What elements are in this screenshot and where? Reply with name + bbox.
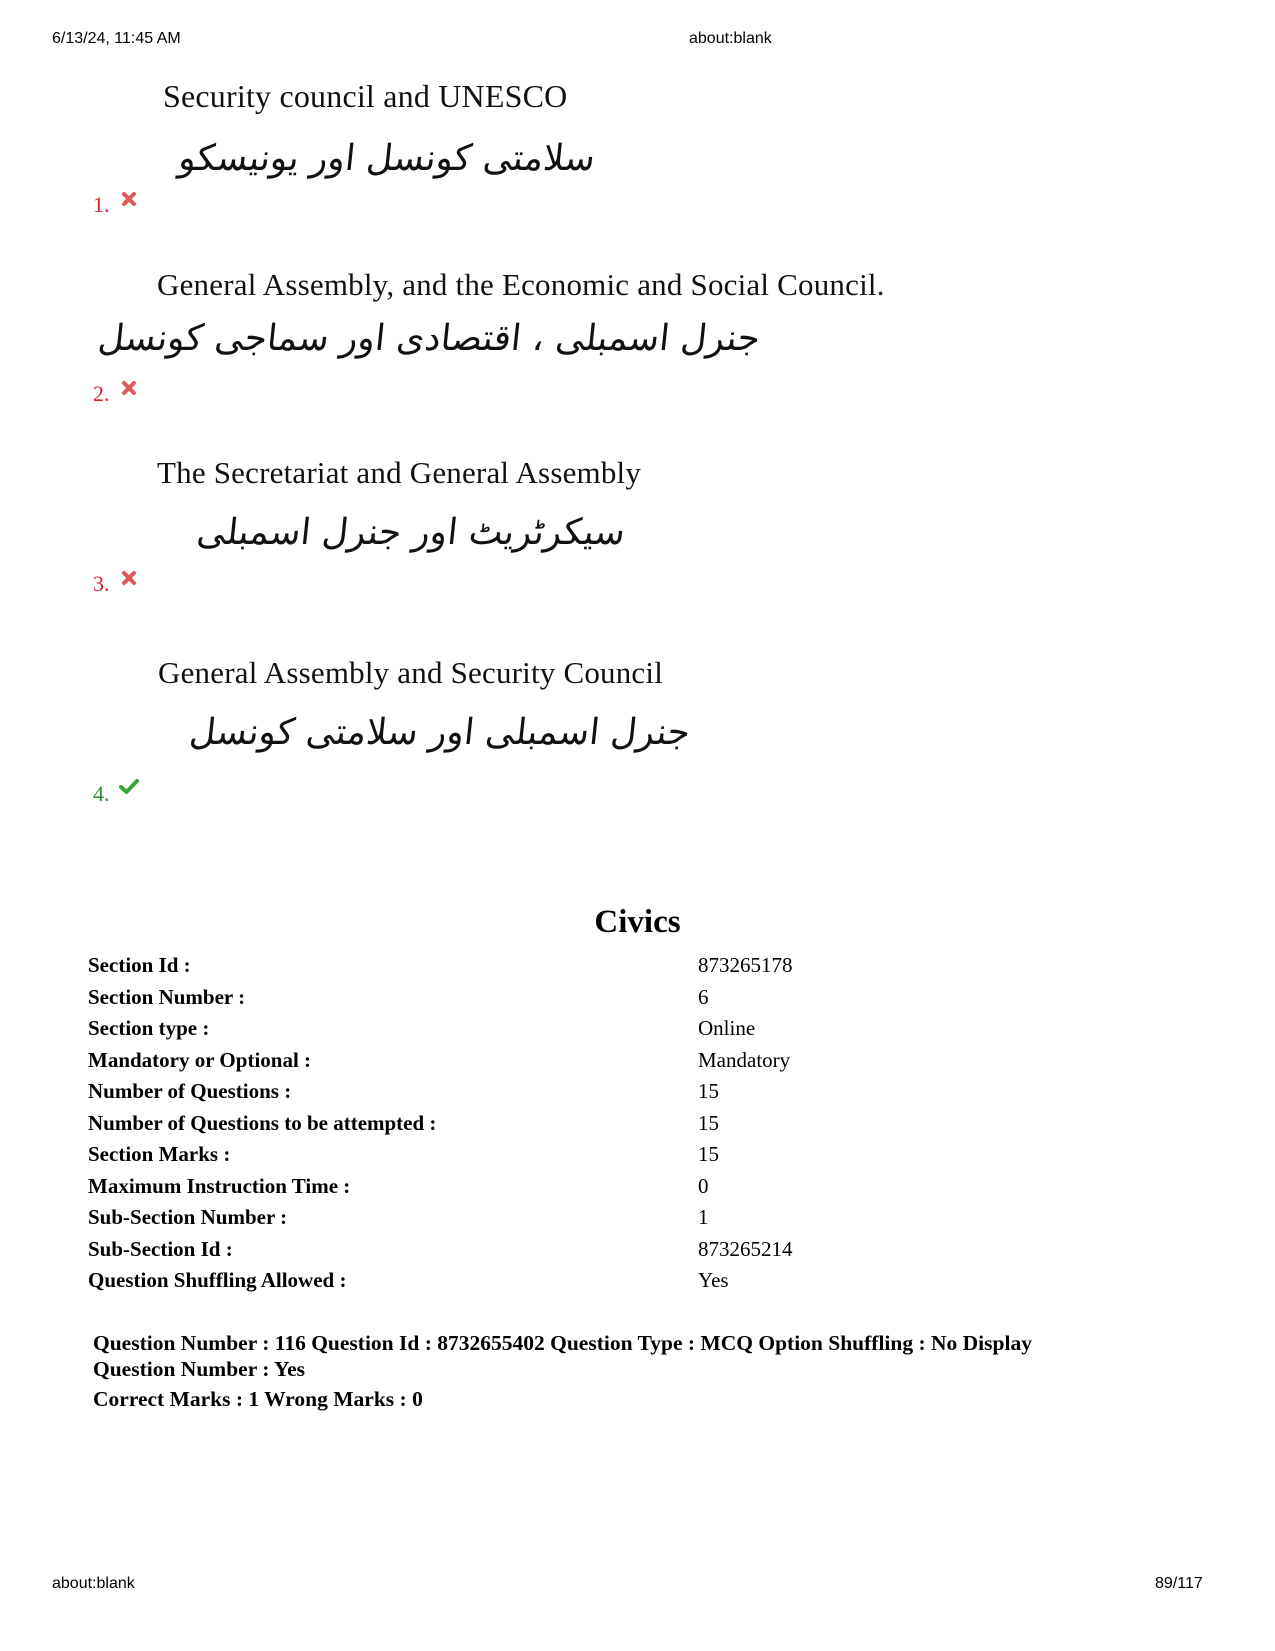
row-value: 15 [698,1110,719,1135]
row-label: Section type : [88,1016,210,1041]
option-urdu-text: سلامتی کونسل اور یونیسکو [176,138,598,179]
question-marks-line: Correct Marks : 1 Wrong Marks : 0 [93,1387,423,1411]
row-label: Sub-Section Id : [88,1236,233,1261]
option-number: 2. [93,381,110,406]
option-number: 4. [93,781,110,806]
row-value: 873265214 [698,1236,793,1261]
table-row [88,1139,1188,1171]
option-urdu-text: جنرل اسمبلی اور سلامتی کونسل [187,712,693,753]
row-label: Number of Questions to be attempted : [88,1110,437,1135]
question-meta-line-1: Question Number : 116 Question Id : 8732655402 Question Type : MCQ Option Shuffling : No Display [93,1331,1032,1355]
question-metadata [93,1330,1193,1412]
table-row [88,1171,1188,1203]
cross-icon [120,379,138,397]
table-row [88,950,1188,982]
row-label: Sub-Section Number : [88,1205,288,1230]
row-label: Section Marks : [88,1142,231,1167]
row-label: Mandatory or Optional : [88,1047,312,1072]
option-urdu-text: جنرل اسمبلی ، اقتصادی اور سماجی کونسل [96,318,763,359]
check-icon [118,778,140,796]
option-urdu-text: سیکرٹریٹ اور جنرل اسمبلی [194,512,628,553]
table-row [88,1013,1188,1045]
option-english-text: The Secretariat and General Assembly [157,455,642,490]
option-english-text: Security council and UNESCO [163,78,568,114]
table-row [88,1234,1188,1266]
option-english-text: General Assembly and Security Council [158,655,664,690]
row-label: Number of Questions : [88,1079,292,1104]
row-label: Section Id : [88,953,191,978]
print-url: about:blank [689,30,772,47]
row-value: 6 [698,984,709,1009]
section-title: Civics [594,904,681,940]
section-info-table [88,950,1188,1297]
question-meta-line-2: Question Number : Yes [93,1357,306,1381]
row-value: 15 [698,1079,719,1104]
row-value: Yes [698,1268,729,1293]
option-number: 1. [93,192,110,217]
row-label: Section Number : [88,984,246,1009]
row-value: Mandatory [698,1047,791,1072]
option-english-text: General Assembly, and the Economic and Social Council. [157,267,885,302]
row-value: Online [698,1016,756,1041]
row-value: 0 [698,1173,709,1198]
row-value: 15 [698,1142,719,1167]
row-value: 873265178 [698,953,793,978]
row-label: Question Shuffling Allowed : [88,1268,347,1293]
table-row [88,1202,1188,1234]
table-row [88,1045,1188,1077]
table-row [88,1108,1188,1140]
table-row [88,982,1188,1014]
footer-url: about:blank [52,1575,135,1592]
row-label: Maximum Instruction Time : [88,1173,351,1198]
cross-icon [120,569,138,587]
row-value: 1 [698,1205,709,1230]
table-row [88,1076,1188,1108]
print-datetime: 6/13/24, 11:45 AM [52,30,181,47]
table-row [88,1265,1188,1297]
page-number: 89/117 [1155,1575,1203,1592]
cross-icon [120,190,138,208]
option-number: 3. [93,571,110,596]
